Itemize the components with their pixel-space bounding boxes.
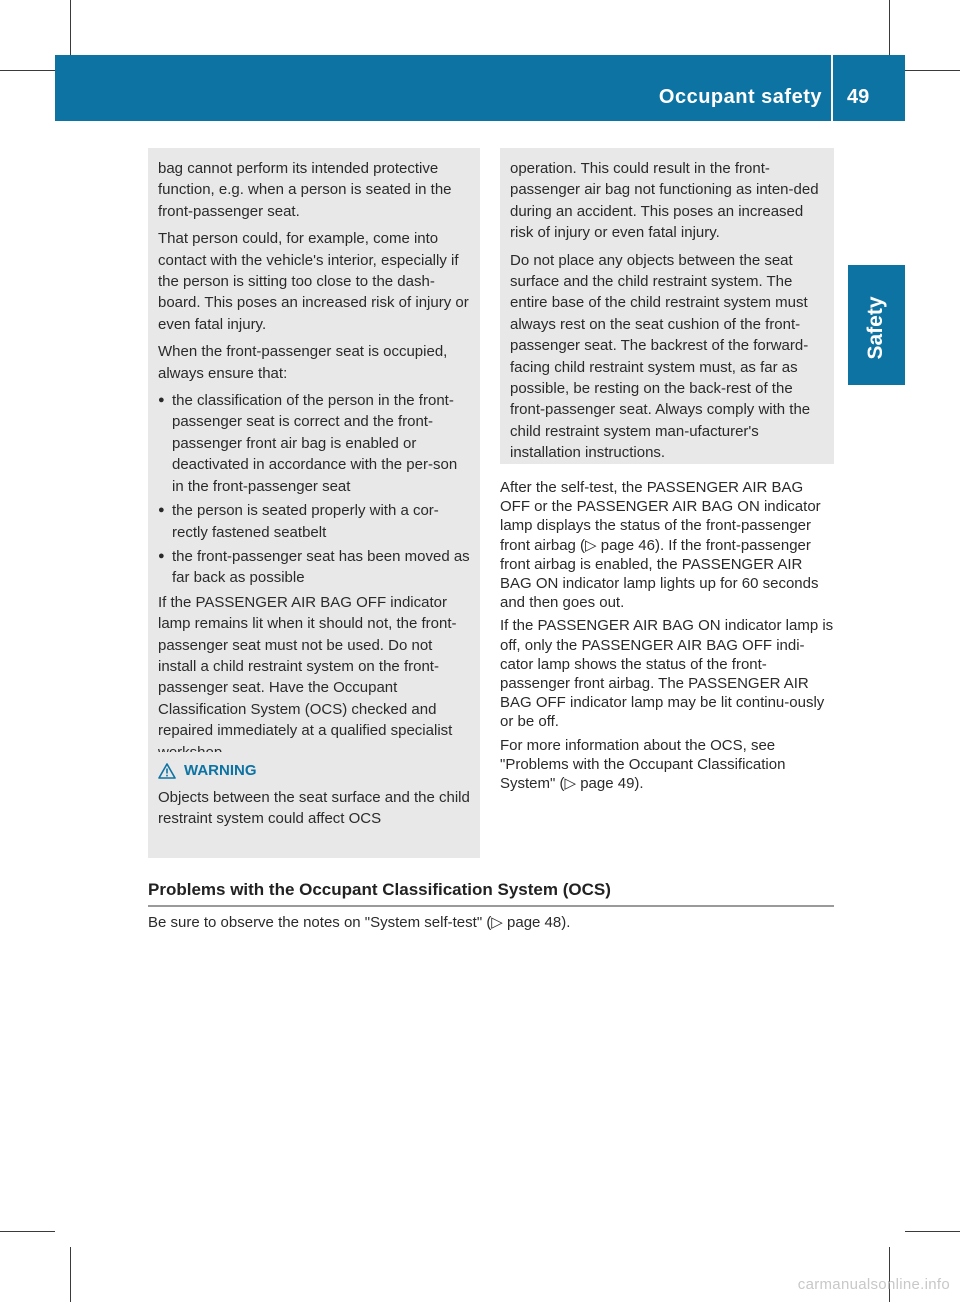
list-item-text: the person is seated properly with a cor-rectly fastened seatbelt [172, 502, 439, 541]
section-body [148, 912, 834, 933]
crop-mark [889, 0, 890, 55]
bullet-icon: ● [158, 504, 165, 517]
warning-box [148, 752, 480, 858]
crop-mark [905, 70, 960, 71]
paragraph: Be sure to observe the notes on "System self-test" (▷ page 48). [148, 914, 571, 931]
crop-mark [905, 1231, 960, 1232]
paragraph: bag cannot perform its intended protective function, e.g. when a person is seated in the front-passenger seat. [158, 160, 452, 220]
section-tab-label: Safety [864, 296, 887, 360]
paragraph: If the PASSENGER AIR BAG ON indicator lamp is off, only the PASSENGER AIR BAG OFF indi-cator lamp shows the status of the front-passenger front airbag. The PASSENGER AIR BAG OFF indicator lamp may be lit continu-ously or be off. [500, 617, 834, 731]
paragraph: operation. This could result in the front-passenger air bag not functioning as inten-ded during an accident. This poses an increased risk of injury or even fatal injury. [510, 160, 819, 242]
warning-text: Objects between the seat surface and the child restraint system could affect OCS [158, 789, 470, 828]
crop-mark [70, 0, 71, 55]
warning-triangle-icon [158, 763, 176, 779]
body-text-column [500, 478, 834, 797]
warning-title: WARNING [184, 762, 257, 779]
paragraph: For more information about the OCS, see "Problems with the Occupant Classification System" (▷ page 49). [500, 736, 786, 793]
paragraph: That person could, for example, come into contact with the vehicle's interior, especially if the person is sitting too close to the dash-board. This poses an increased risk of injury or even fatal injury. [158, 230, 469, 333]
page-title: Occupant safety [658, 86, 822, 108]
bullet-icon: ● [158, 394, 165, 407]
paragraph: After the self-test, the PASSENGER AIR BAG OFF or the PASSENGER AIR BAG ON indicator lamp displays the status of the front-passenger front airbag (▷ page 46). If the front-passenger front airbag is enabled, the PASSENGER AIR BAG ON indicator lamp lights up for 60 seconds and then goes out. [500, 479, 821, 612]
crop-mark [0, 1231, 55, 1232]
list-item [158, 546, 470, 589]
list-item [158, 500, 470, 543]
crop-mark [889, 1247, 890, 1302]
paragraph: When the front-passenger seat is occupied, always ensure that: [158, 343, 448, 382]
paragraph: If the PASSENGER AIR BAG OFF indicator lamp remains lit when it should not, the front-passenger seat must not be used. Do not install a child restraint system on the front-passenger seat. Have the Occupant Classification System (OCS) checked and repaired immediately at a qualified specialist [158, 593, 457, 740]
info-box-left [148, 148, 480, 768]
watermark: carmanualsonline.info [797, 1276, 950, 1293]
section-heading: Problems with the Occupant Classification System (OCS) [148, 880, 611, 899]
list-item-text: the front-passenger seat has been moved as far back as possible [172, 547, 470, 587]
bullet-icon: ● [158, 549, 165, 562]
crop-mark [0, 70, 55, 71]
header-divider [831, 55, 833, 121]
list-item [158, 390, 470, 497]
page-number: 49 [847, 86, 870, 108]
paragraph: Do not place any objects between the seat surface and the child restraint system. The entire base of the child restraint system must always rest on the seat cushion of the front-passenger seat. The backrest of the forward-facing child restraint system must, as far as possible, be resting on the back-rest of the front-passenger seat. Always comply with the child restraint system man-ufacturer's installation instructions. [510, 251, 811, 462]
warning-heading [158, 762, 470, 779]
info-box-right [500, 148, 834, 464]
list-item-text: the classification of the person in the front-passenger seat is correct and the front-passenger front air bag is enabled or deactivated in accordance with the per-son in the front-passenger seat [172, 392, 458, 495]
crop-mark [70, 1247, 71, 1302]
section-divider [148, 905, 834, 907]
